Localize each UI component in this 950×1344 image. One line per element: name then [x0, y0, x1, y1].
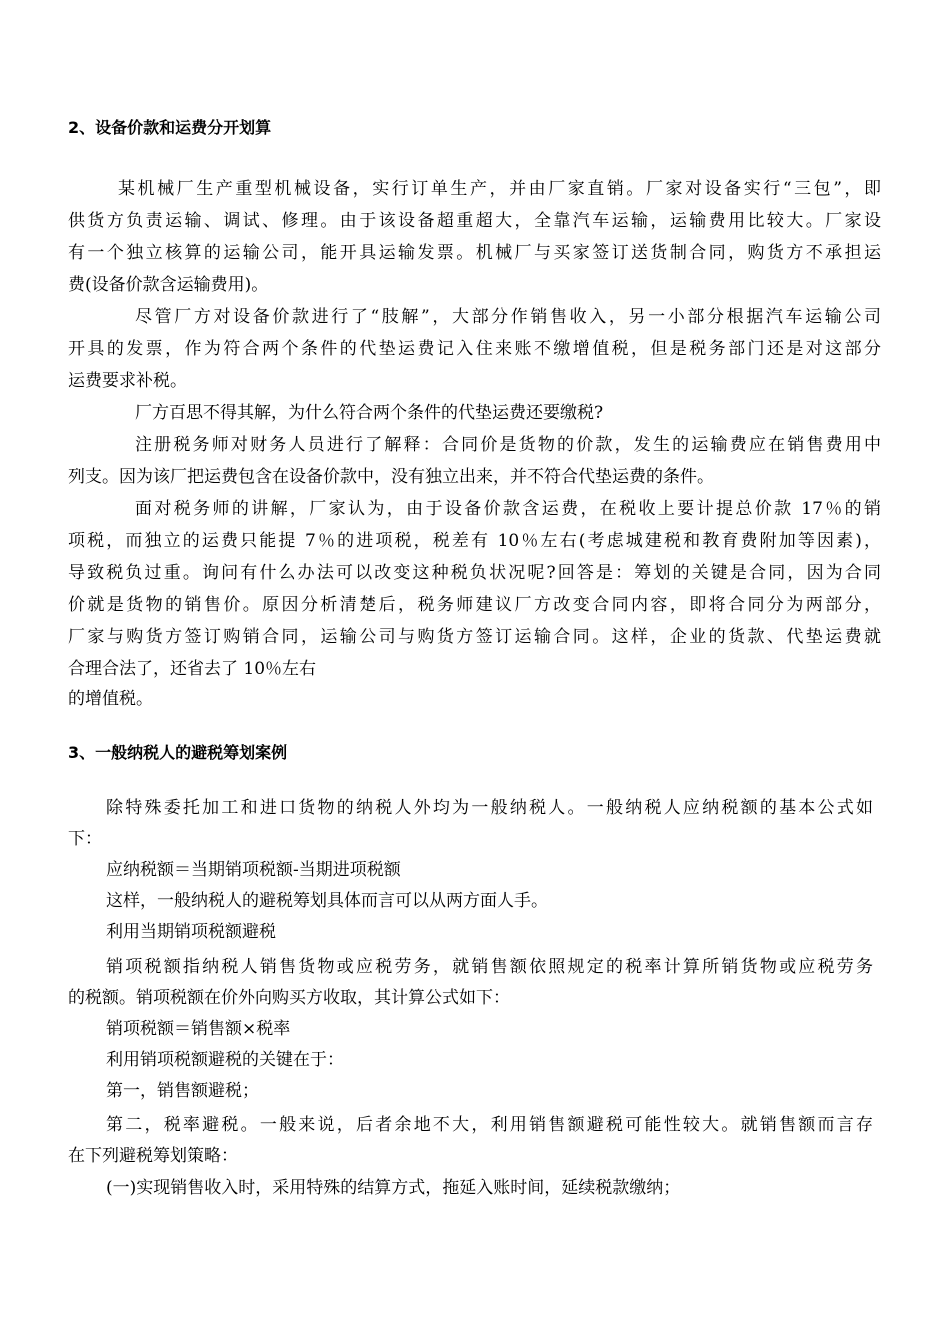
paragraph-line: 第二，税率避税。一般来说，后者余地不大，利用销售额避税可能性较大。就销售额而言存 — [106, 1115, 873, 1135]
paragraph-line: 尽管厂方对设备价款进行了“肢解”，大部分作销售收入，另一小部分根据汽车运输公司 — [135, 307, 881, 327]
section-3-heading: 3、一般纳税人的避税筹划案例 — [68, 743, 288, 762]
paragraph-line: 开具的发票，作为符合两个条件的代垫运费记入住来账不缴增值税，但是税务部门还是对这部分 — [68, 339, 881, 359]
paragraph-line: 供货方负责运输、调试、修理。由于该设备超重超大，全靠汽车运输，运输费用比较大。厂家设 — [68, 211, 881, 231]
paragraph-line: 有一个独立核算的运输公司，能开具运输发票。机械厂与买家签订送货制合同，购货方不承担运 — [68, 243, 881, 263]
paragraph-line: 面对税务师的讲解，厂家认为，由于设备价款含运费，在税收上要计提总价款 17％的销 — [135, 499, 881, 519]
paragraph-line: 下： — [68, 829, 102, 849]
paragraph-line: 除特殊委托加工和进口货物的纳税人外均为一般纳税人。一般纳税人应纳税额的基本公式如 — [106, 798, 873, 818]
paragraph-line: (一)实现销售收入时，采用特殊的结算方式，拖延入账时间，延续税款缴纳； — [106, 1178, 681, 1198]
paragraph-line: 厂家与购货方签订购销合同，运输公司与购货方签订运输合同。这样，企业的货款、代垫运费就 — [68, 627, 881, 647]
paragraph-line: 价就是货物的销售价。原因分析清楚后，税务师建议厂方改变合同内容，即将合同分为两部分， — [68, 595, 881, 615]
paragraph-line: 合理合法了，还省去了 10％左右 — [68, 659, 317, 679]
paragraph-line: 运费要求补税。 — [68, 371, 187, 391]
paragraph-line: 的税额。销项税额在价外向购买方收取，其计算公式如下： — [68, 988, 510, 1008]
paragraph-line: 列支。因为该厂把运费包含在设备价款中，没有独立出来，并不符合代垫运费的条件。 — [68, 467, 714, 487]
section-2-heading: 2、设备价款和运费分开划算 — [68, 118, 272, 137]
paragraph-line: 第一，销售额避税； — [106, 1081, 259, 1101]
paragraph-line: 销项税额＝销售额×税率 — [106, 1019, 291, 1039]
paragraph-line: 项税，而独立的运费只能提 7％的进项税，税差有 10％左右(考虑城建税和教育费附加等因素)， — [68, 531, 881, 551]
paragraph-line: 导致税负过重。询问有什么办法可以改变这种税负状况呢?回答是：筹划的关键是合同，因为合同 — [68, 563, 881, 583]
paragraph-line: 注册税务师对财务人员进行了解释：合同价是货物的价款，发生的运输费应在销售费用中 — [135, 435, 881, 455]
paragraph-line: 销项税额指纳税人销售货物或应税劳务，就销售额依照规定的税率计算所销货物或应税劳务 — [106, 957, 873, 977]
paragraph-line: 厂方百思不得其解，为什么符合两个条件的代垫运费还要缴税? — [135, 403, 604, 423]
paragraph-line: 这样，一般纳税人的避税筹划具体而言可以从两方面人手。 — [106, 891, 548, 911]
paragraph-line: 应纳税额＝当期销项税额-当期进项税额 — [106, 860, 401, 880]
paragraph-line: 在下列避税筹划策略： — [68, 1146, 238, 1166]
paragraph-line: 利用销项税额避税的关键在于： — [106, 1050, 344, 1070]
paragraph-line: 费(设备价款含运输费用)。 — [68, 275, 269, 295]
paragraph-line: 某机械厂生产重型机械设备，实行订单生产，并由厂家直销。厂家对设备实行“三包”，即 — [118, 179, 881, 199]
paragraph-line: 利用当期销项税额避税 — [106, 922, 276, 942]
paragraph-line: 的增值税。 — [68, 689, 153, 709]
